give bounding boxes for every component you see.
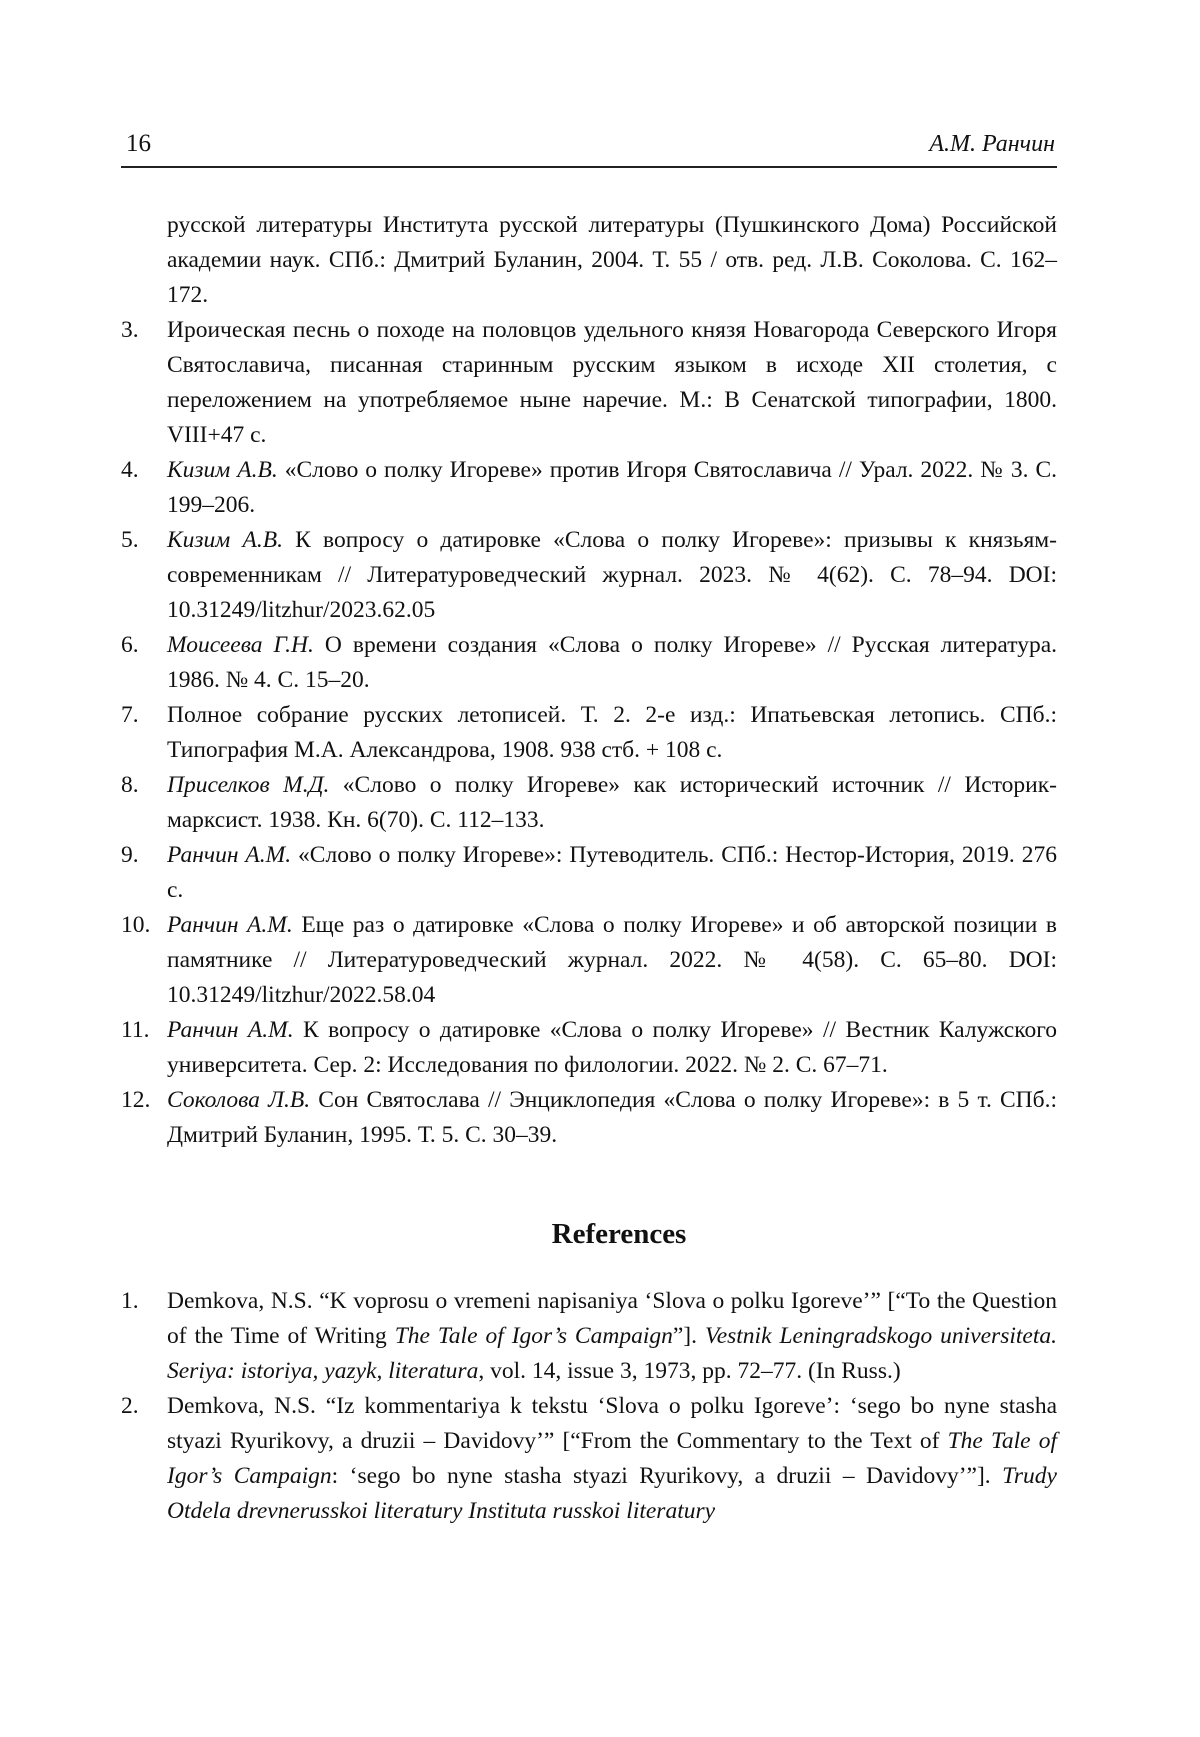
continued-entry: русской литературы Института русской литературы (Пушкинского Дома) Российской академии наук. СПб.: Дмитрий Буланин, 2004. Т. 55 / отв. ред. Л.В. Соколова. С. 162–172. (167, 212, 1057, 308)
entry-author: Ранчин А.М. (167, 1017, 294, 1043)
ref-text: , vol. 14, issue 3, 1973, pp. 72–77. (In Russ.) (478, 1358, 901, 1384)
bibliography-entry (121, 1013, 1057, 1083)
entry-number: 12. (121, 1087, 151, 1113)
bibliography-entry (121, 1083, 1057, 1153)
entry-author: Ранчин А.М. (167, 912, 293, 938)
bibliography-entry (121, 523, 1057, 628)
ref-journal: Vestnik Leningradskogo universiteta. Seriya: istoriya, yazyk, literatura (167, 1323, 1057, 1384)
entry-text: Сон Святослава // Энциклопедия «Слова о полку Игореве»: в 5 т. СПб.: Дмитрий Буланин, 1995. Т. 5. С. 30–39. (167, 1087, 1057, 1148)
bibliography-entry (121, 313, 1057, 453)
reference-entry (121, 1284, 1057, 1389)
entry-author: Ранчин А.М. (167, 842, 292, 868)
ref-journal: Trudy Otdela drevnerusskoi literatury Instituta russkoi literatury (167, 1463, 1057, 1524)
entry-text: Полное собрание русских летописей. Т. 2. 2-е изд.: Ипатьевская летопись. СПб.: Типография М.А. Александрова, 1908. 938 стб. + 108 с. (167, 702, 1057, 763)
references-heading: References (551, 1218, 687, 1250)
entry-number: 9. (121, 842, 139, 868)
ref-italic-title: The Tale of Igor’s Campaign (167, 1428, 1057, 1489)
entry-text: К вопросу о датировке «Слова о полку Игореве» // Вестник Калужского университета. Сер. 2: Исследования по филологии. 2022. № 2. С. 67–71. (167, 1017, 1058, 1078)
entry-number: 1. (121, 1288, 139, 1314)
page-body (121, 208, 1057, 1529)
entry-text: «Слово о полку Игореве» против Игоря Святославича // Урал. 2022. № 3. С. 199–206. (167, 457, 1058, 518)
bibliography-entry (121, 628, 1057, 698)
entry-number: 2. (121, 1393, 139, 1419)
bibliography-entry (121, 908, 1057, 1013)
entry-author: Приселков М.Д. (167, 772, 330, 798)
header-rule (121, 166, 1057, 168)
entry-text: Ироическая песнь о походе на половцов удельного князя Новагорода Северского Игоря Святославича, писанная старинным русским языком в исходе XII столетия, с переложением на употребляемое ныне наречие. М.: В Сенатской типографии, 1800. VIII+47 с. (167, 317, 1057, 448)
bibliography-entry (121, 453, 1057, 523)
entry-number: 6. (121, 632, 139, 658)
entry-number: 11. (121, 1017, 150, 1043)
bibliography-list (121, 313, 1057, 1153)
running-author: А.М. Ранчин (929, 131, 1055, 157)
references-list (121, 1284, 1057, 1529)
entry-author: Моисеева Г.Н. (167, 632, 314, 658)
entry-author: Кизим А.В. (167, 527, 283, 553)
ref-text: Demkova, N.S. “Iz kommentariya k tekstu ‘Slova o polku Igoreve’: ‘sego bo nyne stasha styazi Ryurikovy, a druzii – Davidovy’” [“From the Commentary to the Text of (167, 1393, 1057, 1454)
entry-text: О времени создания «Слова о полку Игореве» // Русская литература. 1986. № 4. С. 15–20. (167, 632, 1057, 693)
ref-italic-title: The Tale of Igor’s Campaign (394, 1323, 673, 1349)
ref-text: ”]. (672, 1323, 705, 1349)
bibliography-entry (121, 698, 1057, 768)
entry-number: 3. (121, 317, 139, 343)
entry-text: Еще раз о датировке «Слова о полку Игореве» и об авторской позиции в памятнике // Литературоведческий журнал. 2022. № 4(58). С. 65–80. DOI: 10.31249/litzhur/2022.58.04 (167, 912, 1057, 1008)
entry-text: «Слово о полку Игореве»: Путеводитель. СПб.: Нестор-История, 2019. 276 с. (167, 842, 1057, 903)
bibliography-entry (121, 838, 1057, 908)
entry-text: «Слово о полку Игореве» как исторический источник // Историк-марксист. 1938. Кн. 6(70). С. 112–133. (167, 772, 1057, 833)
ref-text: : ‘sego bo nyne stasha styazi Ryurikovy, a druzii – Davidovy’”]. (331, 1463, 1003, 1489)
entry-number: 7. (121, 702, 139, 728)
entry-text: К вопросу о датировке «Слова о полку Игореве»: призывы к князьям-современникам // Литературоведческий журнал. 2023. № 4(62). С. 78–94. DOI: 10.31249/litzhur/2023.62.05 (167, 527, 1057, 623)
entry-number: 5. (121, 527, 139, 553)
entry-number: 10. (121, 912, 151, 938)
reference-entry (121, 1389, 1057, 1529)
entry-author: Кизим А.В. (167, 457, 278, 483)
entry-number: 4. (121, 457, 139, 483)
entry-number: 8. (121, 772, 139, 798)
entry-author: Соколова Л.В. (167, 1087, 311, 1113)
ref-text: Demkova, N.S. “K voprosu o vremeni napisaniya ‘Slova o polku Igoreve’” [“To the Question of the Time of Writing (167, 1288, 1057, 1349)
bibliography-entry (121, 768, 1057, 838)
page-number: 16 (126, 130, 151, 157)
running-header (121, 118, 1057, 168)
